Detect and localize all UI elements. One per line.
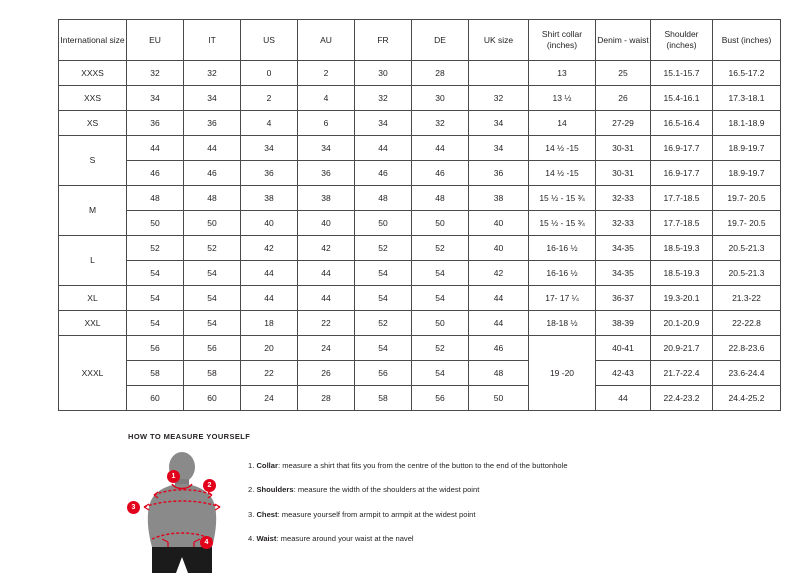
cell-9: 30-31	[596, 136, 651, 161]
cell-9: 30-31	[596, 161, 651, 186]
cell-7: 34	[469, 136, 529, 161]
cell-1: 34	[127, 86, 184, 111]
cell-2: 36	[184, 111, 241, 136]
cell-10: 15.1-15.7	[651, 61, 713, 86]
cell-2: 54	[184, 286, 241, 311]
cell-11: 20.5-21.3	[713, 236, 781, 261]
cell-8: 13	[529, 61, 596, 86]
cell-2: 44	[184, 136, 241, 161]
cell-8: 16-16 ½	[529, 261, 596, 286]
cell-6: 56	[412, 386, 469, 411]
cell-5: 54	[355, 261, 412, 286]
cell-3: 24	[241, 386, 298, 411]
cell-10: 18.5-19.3	[651, 261, 713, 286]
cell-10: 17.7-18.5	[651, 211, 713, 236]
cell-11: 18.9-19.7	[713, 136, 781, 161]
cell-4: 42	[298, 236, 355, 261]
instruction-number: 2.	[248, 485, 257, 495]
cell-5: 56	[355, 361, 412, 386]
cell-11: 20.5-21.3	[713, 261, 781, 286]
cell-8: 14	[529, 111, 596, 136]
cell-5: 34	[355, 111, 412, 136]
table-row	[59, 386, 781, 411]
cell-9: 25	[596, 61, 651, 86]
cell-1: 52	[127, 236, 184, 261]
column-header-denim-waist: Denim - waist	[596, 20, 651, 61]
cell-7: 48	[469, 361, 529, 386]
column-header-de: DE	[412, 20, 469, 61]
cell-2: 46	[184, 161, 241, 186]
column-header-eu: EU	[127, 20, 184, 61]
cell-7: 32	[469, 86, 529, 111]
instruction-number: 4.	[248, 533, 257, 543]
measurement-instruction-item	[248, 461, 568, 471]
measurement-instruction-item	[248, 534, 568, 544]
cell-9: 32-33	[596, 186, 651, 211]
cell-6: 52	[412, 236, 469, 261]
cell-international-size: XS	[59, 111, 127, 136]
column-header-bust: Bust (inches)	[713, 20, 781, 61]
cell-3: 2	[241, 86, 298, 111]
table-row	[59, 186, 781, 211]
cell-1: 54	[127, 286, 184, 311]
cell-2: 56	[184, 336, 241, 361]
cell-8: 14 ½ -15	[529, 161, 596, 186]
table-row	[59, 61, 781, 86]
cell-1: 54	[127, 261, 184, 286]
instruction-number: 1.	[248, 461, 257, 470]
cell-11: 18.1-18.9	[713, 111, 781, 136]
cell-7: 42	[469, 261, 529, 286]
cell-5: 52	[355, 311, 412, 336]
cell-5: 58	[355, 386, 412, 411]
cell-7: 50	[469, 386, 529, 411]
cell-4: 26	[298, 361, 355, 386]
cell-5: 32	[355, 86, 412, 111]
cell-8: 16-16 ½	[529, 236, 596, 261]
instruction-text: : measure around your waist at the navel	[276, 533, 414, 543]
instruction-term: Shoulders	[256, 485, 294, 495]
cell-international-size: S	[59, 136, 127, 186]
cell-3: 20	[241, 336, 298, 361]
cell-7: 46	[469, 336, 529, 361]
cell-5: 54	[355, 286, 412, 311]
cell-10: 22.4-23.2	[651, 386, 713, 411]
column-header-it: IT	[184, 20, 241, 61]
cell-4: 2	[298, 61, 355, 86]
cell-international-size: L	[59, 236, 127, 286]
cell-5: 30	[355, 61, 412, 86]
cell-11: 24.4-25.2	[713, 386, 781, 411]
cell-2: 54	[184, 261, 241, 286]
instruction-term: Waist	[256, 533, 277, 543]
cell-shirt-collar: 19 -20	[529, 336, 596, 411]
cell-11: 23.6-24.4	[713, 361, 781, 386]
cell-3: 38	[241, 186, 298, 211]
cell-6: 30	[412, 86, 469, 111]
cell-2: 34	[184, 86, 241, 111]
table-row	[59, 361, 781, 386]
cell-6: 48	[412, 186, 469, 211]
column-header-au: AU	[298, 20, 355, 61]
cell-5: 44	[355, 136, 412, 161]
cell-8: 15 ½ - 15 ¾	[529, 211, 596, 236]
cell-11: 19.7- 20.5	[713, 211, 781, 236]
cell-5: 48	[355, 186, 412, 211]
cell-5: 52	[355, 236, 412, 261]
cell-9: 34-35	[596, 261, 651, 286]
cell-4: 28	[298, 386, 355, 411]
cell-2: 32	[184, 61, 241, 86]
cell-international-size: XXXL	[59, 336, 127, 411]
how-to-measure-title: HOW TO MEASURE YOURSELF	[128, 432, 251, 441]
cell-2: 60	[184, 386, 241, 411]
cell-international-size: XXL	[59, 311, 127, 336]
cell-1: 32	[127, 61, 184, 86]
cell-6: 54	[412, 286, 469, 311]
cell-7: 34	[469, 111, 529, 136]
column-header-shirt-collar: Shirt collar (inches)	[529, 20, 596, 61]
cell-2: 58	[184, 361, 241, 386]
cell-3: 0	[241, 61, 298, 86]
cell-1: 44	[127, 136, 184, 161]
cell-3: 4	[241, 111, 298, 136]
cell-10: 16.9-17.7	[651, 136, 713, 161]
cell-10: 18.5-19.3	[651, 236, 713, 261]
cell-7: 40	[469, 211, 529, 236]
instruction-text: : measure yourself from armpit to armpit at the widest point	[277, 509, 476, 519]
instruction-number: 3.	[248, 509, 257, 519]
table-row	[59, 136, 781, 161]
cell-11: 21.3-22	[713, 286, 781, 311]
cell-11: 16.5-17.2	[713, 61, 781, 86]
cell-8: 17- 17 ¼	[529, 286, 596, 311]
cell-7	[469, 61, 529, 86]
cell-11: 22-22.8	[713, 311, 781, 336]
cell-8: 13 ½	[529, 86, 596, 111]
cell-9: 42-43	[596, 361, 651, 386]
cell-4: 40	[298, 211, 355, 236]
figure-marker-4: 4	[200, 536, 213, 549]
cell-7: 36	[469, 161, 529, 186]
instruction-term: Collar	[256, 461, 278, 470]
cell-10: 21.7-22.4	[651, 361, 713, 386]
measurement-instruction-item	[248, 485, 568, 495]
cell-3: 42	[241, 236, 298, 261]
column-header-us: US	[241, 20, 298, 61]
table-row	[59, 211, 781, 236]
cell-9: 38-39	[596, 311, 651, 336]
cell-1: 56	[127, 336, 184, 361]
cell-1: 54	[127, 311, 184, 336]
cell-7: 44	[469, 286, 529, 311]
cell-10: 17.7-18.5	[651, 186, 713, 211]
column-header-shoulder: Shoulder (inches)	[651, 20, 713, 61]
cell-11: 19.7- 20.5	[713, 186, 781, 211]
cell-9: 44	[596, 386, 651, 411]
cell-3: 36	[241, 161, 298, 186]
cell-6: 52	[412, 336, 469, 361]
cell-9: 34-35	[596, 236, 651, 261]
cell-9: 36-37	[596, 286, 651, 311]
cell-6: 54	[412, 261, 469, 286]
cell-4: 24	[298, 336, 355, 361]
cell-6: 50	[412, 311, 469, 336]
cell-5: 50	[355, 211, 412, 236]
cell-2: 50	[184, 211, 241, 236]
cell-6: 32	[412, 111, 469, 136]
torso-illustration-icon	[128, 451, 238, 576]
column-header-uk-size: UK size	[469, 20, 529, 61]
size-chart-table	[58, 19, 781, 411]
how-to-measure-section	[128, 432, 728, 576]
table-row	[59, 111, 781, 136]
cell-1: 36	[127, 111, 184, 136]
measurement-instructions-list	[248, 461, 568, 558]
cell-4: 44	[298, 261, 355, 286]
figure-marker-2: 2	[203, 479, 216, 492]
cell-10: 16.9-17.7	[651, 161, 713, 186]
cell-1: 58	[127, 361, 184, 386]
cell-11: 17.3-18.1	[713, 86, 781, 111]
cell-7: 38	[469, 186, 529, 211]
cell-6: 54	[412, 361, 469, 386]
cell-7: 40	[469, 236, 529, 261]
cell-1: 50	[127, 211, 184, 236]
cell-9: 32-33	[596, 211, 651, 236]
cell-10: 20.9-21.7	[651, 336, 713, 361]
cell-4: 4	[298, 86, 355, 111]
table-row	[59, 336, 781, 361]
table-row	[59, 161, 781, 186]
cell-3: 44	[241, 286, 298, 311]
cell-1: 48	[127, 186, 184, 211]
cell-11: 22.8-23.6	[713, 336, 781, 361]
figure-marker-3: 3	[127, 501, 140, 514]
cell-4: 44	[298, 286, 355, 311]
cell-8: 14 ½ -15	[529, 136, 596, 161]
cell-4: 6	[298, 111, 355, 136]
cell-6: 46	[412, 161, 469, 186]
cell-4: 22	[298, 311, 355, 336]
cell-1: 46	[127, 161, 184, 186]
table-row	[59, 86, 781, 111]
cell-10: 19.3-20.1	[651, 286, 713, 311]
measurement-instruction-item	[248, 510, 568, 520]
table-header-row	[59, 20, 781, 61]
cell-international-size: M	[59, 186, 127, 236]
cell-2: 48	[184, 186, 241, 211]
cell-3: 18	[241, 311, 298, 336]
cell-2: 54	[184, 311, 241, 336]
instruction-term: Chest	[256, 509, 278, 519]
cell-8: 18-18 ½	[529, 311, 596, 336]
cell-10: 20.1-20.9	[651, 311, 713, 336]
cell-3: 22	[241, 361, 298, 386]
table-row	[59, 261, 781, 286]
cell-9: 40-41	[596, 336, 651, 361]
cell-10: 15.4-16.1	[651, 86, 713, 111]
cell-10: 16.5-16.4	[651, 111, 713, 136]
cell-9: 27-29	[596, 111, 651, 136]
cell-3: 44	[241, 261, 298, 286]
cell-international-size: XXXS	[59, 61, 127, 86]
cell-6: 50	[412, 211, 469, 236]
measurement-figure	[128, 451, 238, 576]
cell-4: 36	[298, 161, 355, 186]
cell-4: 38	[298, 186, 355, 211]
instruction-text: : measure a shirt that fits you from the centre of the button to the end of the buttonhole	[277, 461, 568, 470]
figure-marker-1: 1	[167, 470, 180, 483]
cell-international-size: XXS	[59, 86, 127, 111]
cell-11: 18.9-19.7	[713, 161, 781, 186]
column-header-fr: FR	[355, 20, 412, 61]
cell-6: 28	[412, 61, 469, 86]
cell-5: 54	[355, 336, 412, 361]
cell-5: 46	[355, 161, 412, 186]
column-header-international-size: International size	[59, 20, 127, 61]
cell-3: 40	[241, 211, 298, 236]
cell-3: 34	[241, 136, 298, 161]
table-body	[59, 61, 781, 411]
table-row	[59, 286, 781, 311]
cell-4: 34	[298, 136, 355, 161]
cell-7: 44	[469, 311, 529, 336]
table-row	[59, 236, 781, 261]
table-row	[59, 311, 781, 336]
cell-9: 26	[596, 86, 651, 111]
cell-6: 44	[412, 136, 469, 161]
cell-international-size: XL	[59, 286, 127, 311]
cell-8: 15 ½ - 15 ¾	[529, 186, 596, 211]
cell-1: 60	[127, 386, 184, 411]
cell-2: 52	[184, 236, 241, 261]
instruction-text: : measure the width of the shoulders at the widest point	[293, 485, 480, 495]
